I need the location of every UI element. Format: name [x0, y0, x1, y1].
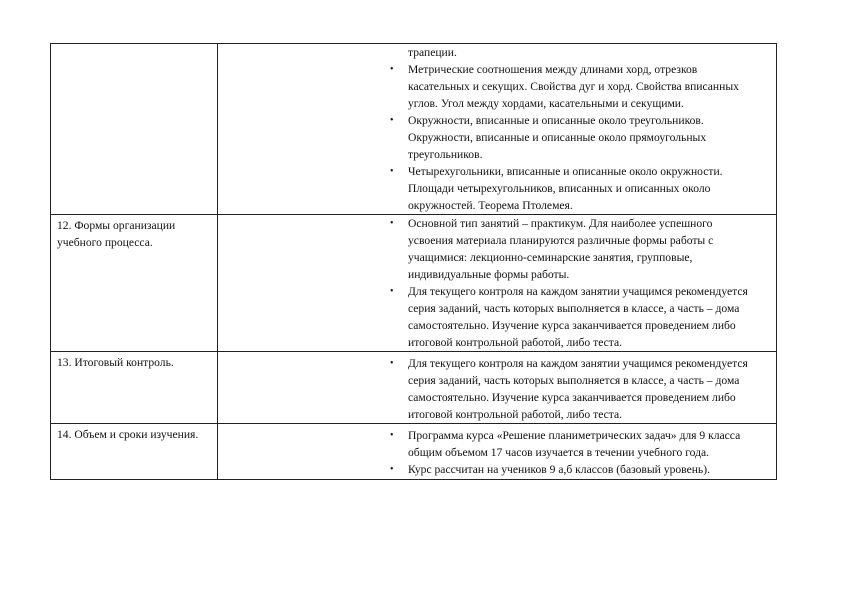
list-item	[218, 215, 758, 283]
row-label: 14. Объем и сроки изучения.	[57, 428, 199, 441]
bullet-icon: •	[390, 358, 394, 369]
list-item	[218, 427, 758, 461]
row-label: 12. Формы организации учебного процесса.	[57, 219, 176, 249]
list-item-text: трапеции.	[408, 46, 457, 59]
table-row	[51, 215, 777, 352]
bullet-list	[218, 424, 758, 478]
program-table	[50, 43, 777, 480]
list-item-text: Программа курса «Решение планиметрических задач» для 9 класса общим объемом 17 часов изучается в течении учебного года.	[408, 429, 741, 459]
bullet-icon: •	[390, 115, 394, 126]
bullet-icon: •	[390, 218, 394, 229]
list-item	[218, 355, 758, 423]
bullet-list	[218, 215, 758, 351]
list-item	[218, 283, 758, 351]
list-item-text: Для текущего контроля на каждом занятии учащимся рекомендуется серия заданий, часть которых выполняется в классе, а часть – дома самостоятельно. Изучение курса заканчивается проведением либо итоговой контрольной работой, либо теста.	[408, 285, 748, 349]
list-item	[218, 112, 758, 163]
list-item-text: Метрические соотношения между длинами хорд, отрезков касательных и секущих. Свойства дуг и хорд. Свойства вписанных углов. Угол между хордами, касательными и секущими.	[408, 63, 739, 110]
bullet-icon: •	[390, 64, 394, 75]
list-item	[218, 461, 758, 478]
list-item-text: Окружности, вписанные и описанные около треугольников. Окружности, вписанные и описанные около прямоугольных треугольников.	[408, 114, 707, 161]
table-row	[51, 352, 777, 424]
bullet-icon: •	[390, 464, 394, 475]
list-item	[218, 44, 758, 61]
bullet-list	[218, 352, 758, 423]
table-row	[51, 424, 777, 480]
list-item-text: Основной тип занятий – практикум. Для наиболее успешного усвоения материала планируются различные формы работы с учащимися: лекционно-семинарские занятия, групповые, индивидуальные формы работы.	[408, 217, 714, 281]
row-content-cell	[218, 352, 777, 424]
bullet-icon: •	[390, 430, 394, 441]
row-label: 13. Итоговый контроль.	[57, 356, 174, 369]
bullet-icon: •	[390, 286, 394, 297]
row-label-cell	[51, 44, 218, 215]
list-item	[218, 163, 758, 214]
bullet-icon: •	[390, 166, 394, 177]
list-item-text: Четырехугольники, вписанные и описанные около окружности. Площади четырехугольников, вписанных и описанных около окружностей. Теорема Птолемея.	[408, 165, 723, 212]
row-label-cell	[51, 424, 218, 480]
row-content-cell	[218, 424, 777, 480]
row-label-cell	[51, 352, 218, 424]
row-content-cell	[218, 44, 777, 215]
table-row	[51, 44, 777, 215]
list-item-text: Для текущего контроля на каждом занятии учащимся рекомендуется серия заданий, часть которых выполняется в классе, а часть – дома самостоятельно. Изучение курса заканчивается проведением либо итоговой контрольной работой, либо теста.	[408, 357, 748, 421]
list-item-text: Курс рассчитан на учеников 9 а,б классов (базовый уровень).	[408, 463, 710, 476]
bullet-list	[218, 44, 758, 214]
row-content-cell	[218, 215, 777, 352]
list-item	[218, 61, 758, 112]
row-label-cell	[51, 215, 218, 352]
